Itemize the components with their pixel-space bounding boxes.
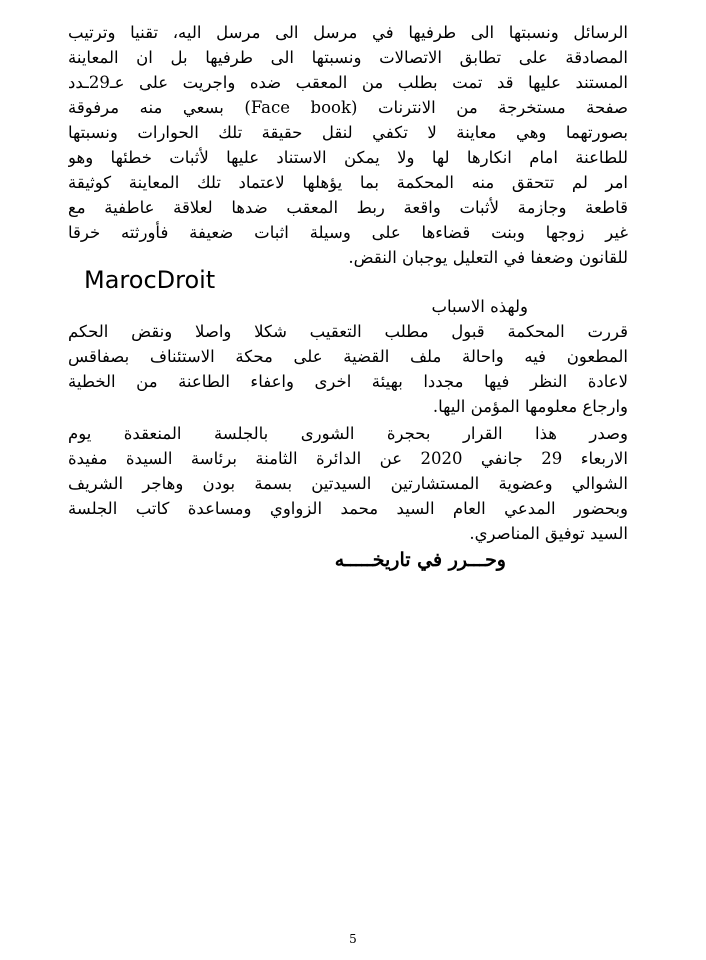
text-line: الرسائل ونسبتها الى طرفيها في مرسل الى مرسل اليه، تقنيا وترتيب	[68, 23, 628, 42]
text-line: الاربعاء 29 جانفي 2020 عن الدائرة الثامنة برئاسة السيدة مفيدة	[68, 449, 628, 468]
text-line: المصادقة على تطابق الاتصالات ونسبتها الى طرفيها بل ان المعاينة	[68, 48, 628, 67]
paragraph-3	[68, 421, 628, 546]
text-line: وصدر هذا القرار بحجرة الشورى بالجلسة المنعقدة يوم	[68, 424, 628, 443]
text-line: وبحضور المدعي العام السيد محمد الزواوي ومساعدة كاتب الجلسة	[68, 499, 628, 518]
text-line: المطعون فيه واحالة ملف القضية على محكة الاستئناف بصفاقس	[68, 347, 628, 366]
text-line: المستند عليها قد تمت بطلب من المعقب ضده واجريت على عـ29ـدد	[68, 73, 628, 92]
page-number: 5	[349, 932, 357, 946]
signoff: وحـــرر في تاريخـــــه	[334, 549, 506, 571]
text-line: قررت المحكمة قبول مطلب التعقيب شكلا واصلا ونقض الحكم	[68, 322, 628, 341]
text-line: صفحة مستخرجة من الانترنات (Face book) بسعي منه مرفوقة	[68, 98, 628, 117]
text-line: قاطعة وجازمة لأثبات واقعة ربط المعقب ضدها لعلاقة عاطفية مع	[68, 198, 628, 217]
text-line: للطاعنة امام انكارها لها ولا يمكن الاستناد عليها لأثبات خطئها وهو	[68, 148, 628, 167]
text-line: غير زوجها وبنت قضاءها على وسيلة اثبات ضعيفة فأورثته خرقا	[68, 223, 628, 242]
section-heading: ولهذه الاسباب	[431, 297, 528, 316]
text-line: لاعادة النظر فيها مجددا بهيئة اخرى واعفاء الطاعنة من الخطية	[68, 372, 628, 391]
text-line: وارجاع معلومها المؤمن اليها.	[432, 397, 628, 416]
text-line: الشوالي وعضوية المستشارتين السيدتين بسمة بودن وهاجر الشريف	[68, 474, 628, 493]
paragraph-1	[68, 20, 628, 270]
watermark-logo-text: MarocDroit	[84, 266, 216, 294]
text-line: للقانون وضعفا في التعليل يوجبان النقض.	[348, 248, 628, 267]
text-line: السيد توفيق المناصري.	[469, 524, 628, 543]
text-line: امر لم تتحقق منه المحكمة بما يؤهلها لاعتماد تلك المعاينة كوثيقة	[68, 173, 628, 192]
text-line: بصورتهما وهي معاينة لا تكفي لنقل حقيقة تلك الحوارات ونسبتها	[68, 123, 628, 142]
paragraph-2	[68, 294, 628, 419]
